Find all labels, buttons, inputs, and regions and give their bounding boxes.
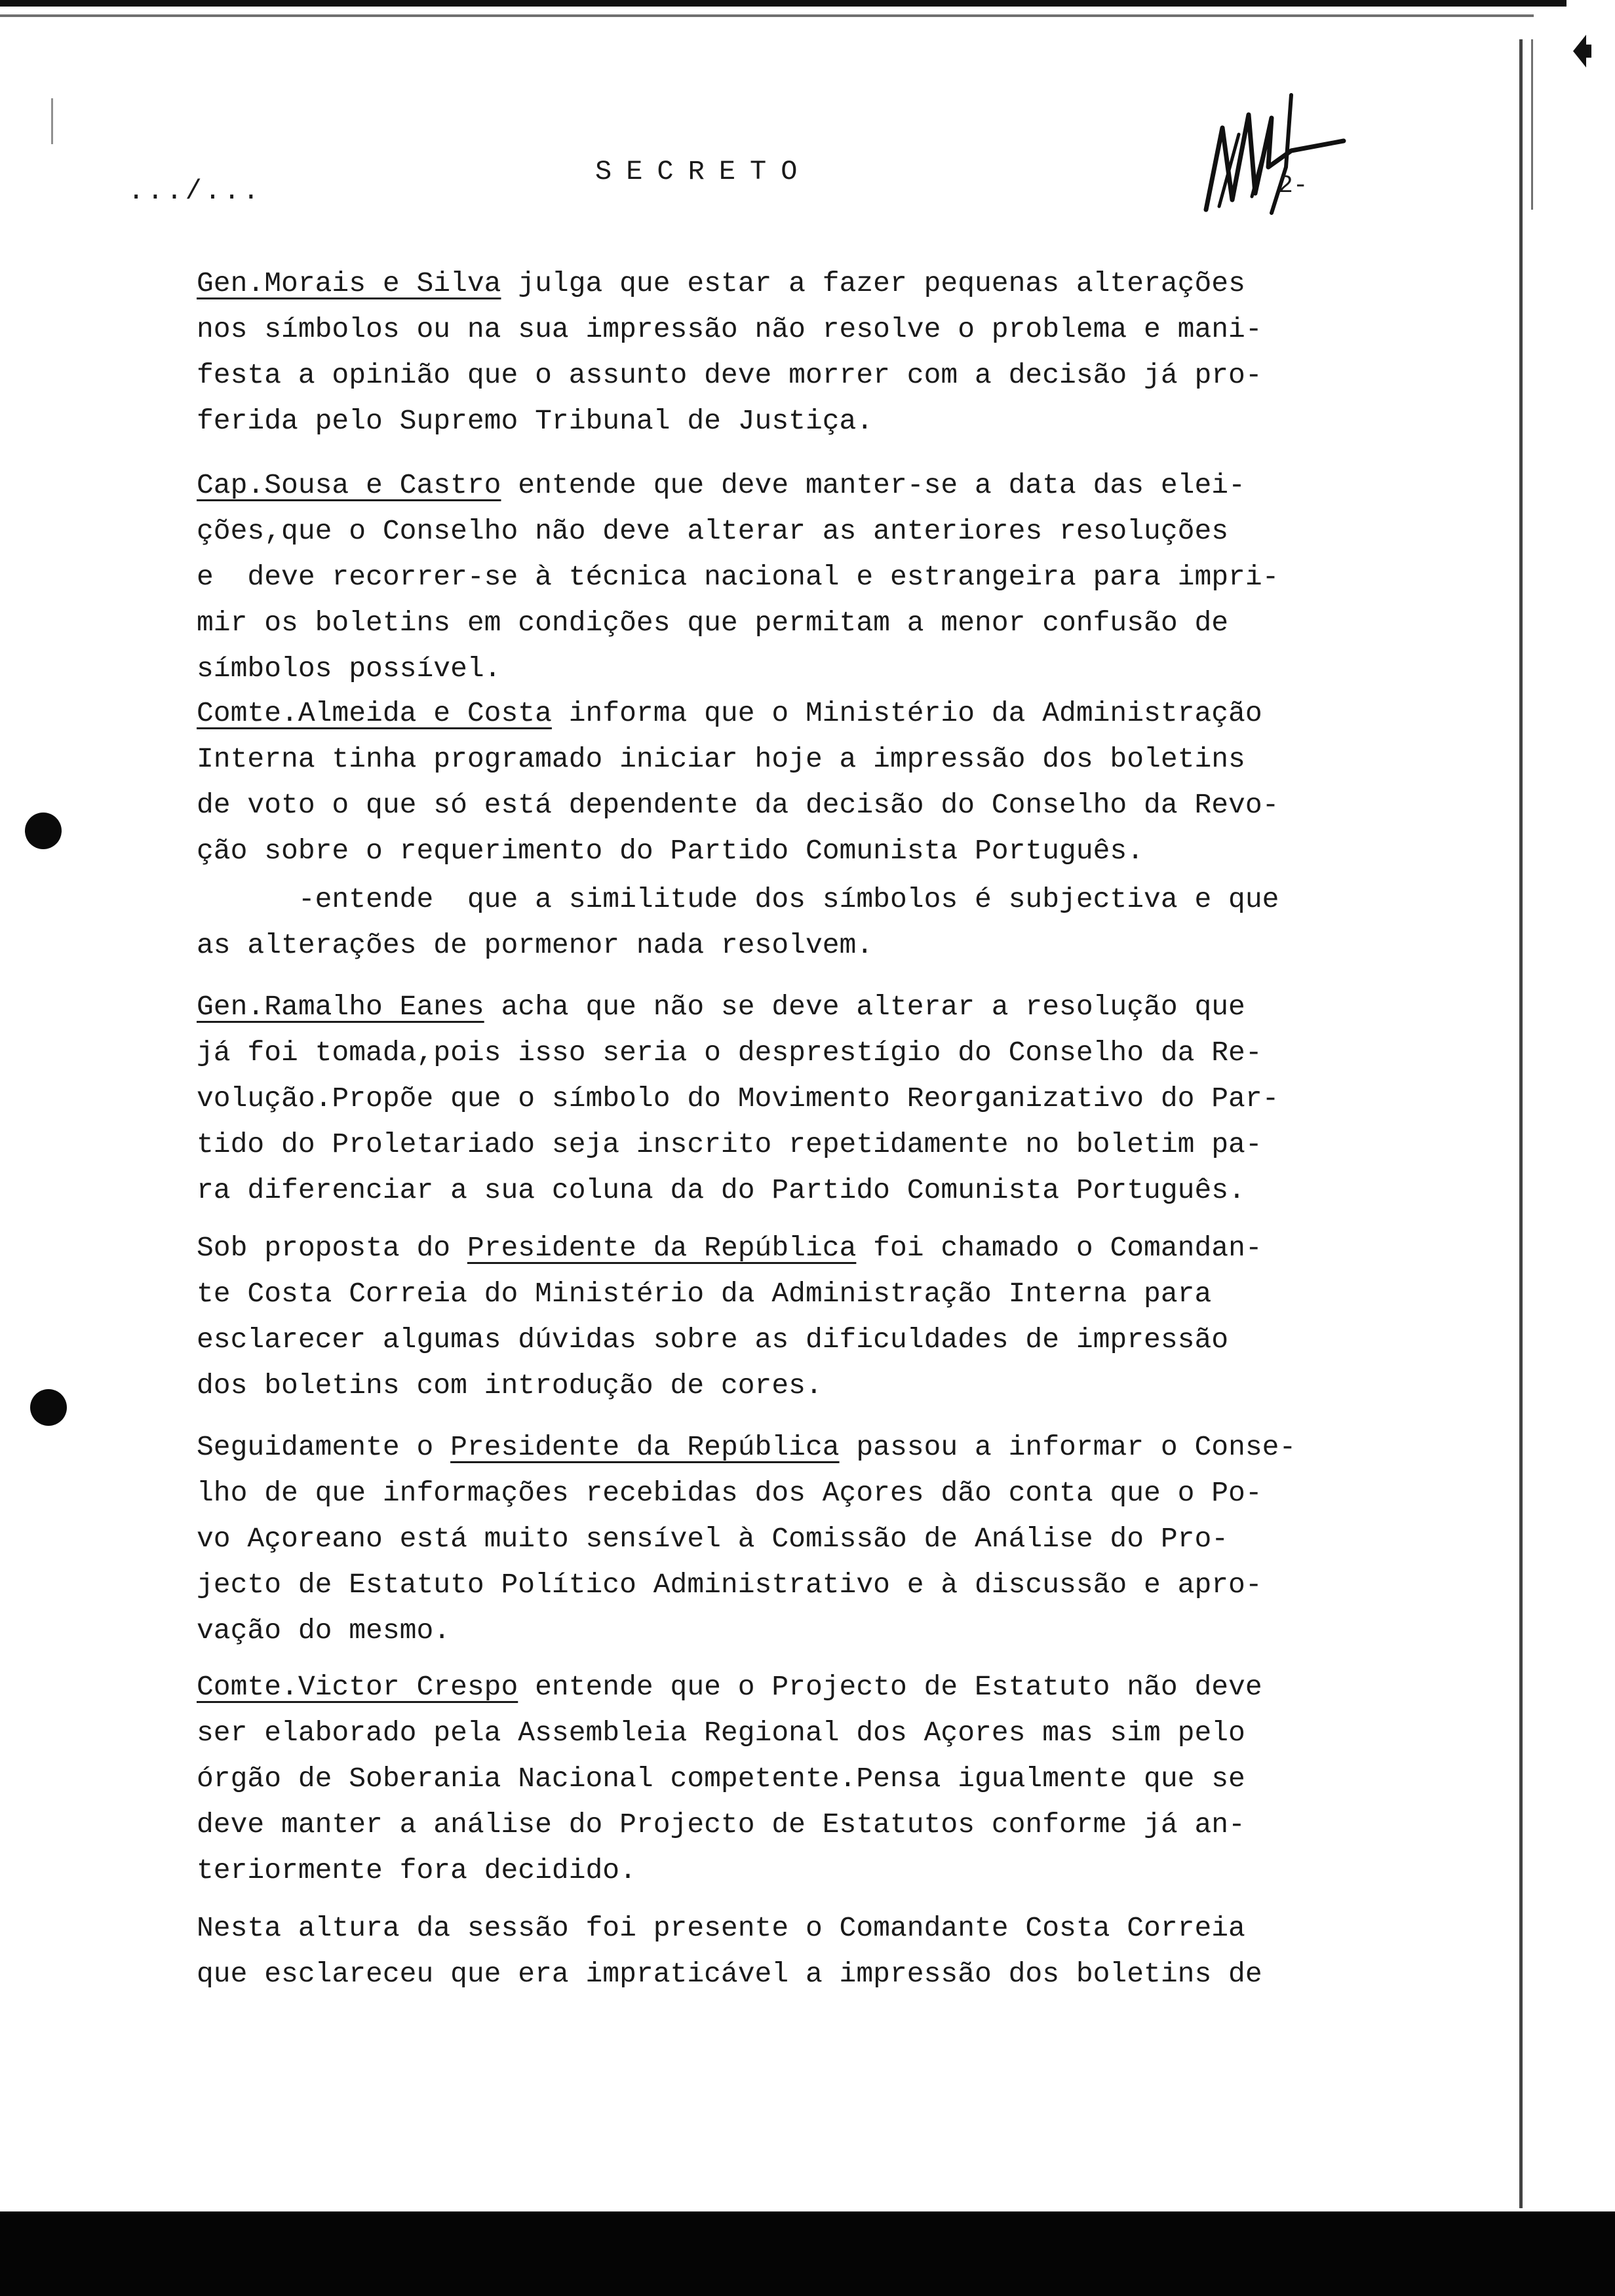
paragraph-text: passou a informar o Conse- lho de que informações recebidas dos Açores dão conta que o Po- vo Açoreano está muito sensível à Comissão de Análise do Pro- jecto de Estatuto Político Administrativo e à discussão e apro- vação do mesmo. xyxy=(197,1431,1296,1647)
page-number: 2- xyxy=(1278,172,1308,200)
classification-heading: SECRETO xyxy=(595,156,812,187)
paragraph-text: -entende que a similitude dos símbolos é subjectiva e que as alterações de pormenor nada resolvem. xyxy=(197,883,1279,961)
continuation-mark: .../... xyxy=(128,176,262,207)
scan-border-bottom xyxy=(0,2211,1615,2296)
paragraph-victor-crespo xyxy=(197,1664,1416,1894)
paragraph-text: entende que o Projecto de Estatuto não deve ser elaborado pela Assembleia Regional dos Açores mas sim pelo órgão de Soberania Nacional competente.Pensa igualmente que se deve manter a análise do Projecto de Estatutos conforme já an- teriormente fora decidido. xyxy=(197,1671,1262,1886)
paragraph-lead: Seguidamente o xyxy=(197,1431,451,1463)
paragraph-morais-e-silva xyxy=(197,261,1416,444)
paragraph-text: foi chamado o Comandan- te Costa Correia do Ministério da Administração Interna para esclarecer algumas dúvidas sobre as dificuldades de impressão dos boletins com introdução de cores. xyxy=(197,1232,1262,1402)
paragraph-sob-proposta xyxy=(197,1225,1416,1409)
speaker-name: Comte.Victor Crespo xyxy=(197,1671,518,1703)
paragraph-text: informa que o Ministério da Administração Interna tinha programado iniciar hoje a impressão dos boletins de voto o que só está dependente da decisão do Conselho da Revo- ção sobre o requerimento do Partido Comunista Português. xyxy=(197,697,1279,867)
paragraph-almeida-e-costa xyxy=(197,691,1416,874)
paragraph-lead: Sob proposta do xyxy=(197,1232,467,1264)
speaker-name: Cap.Sousa e Castro xyxy=(197,469,501,501)
paragraph-entende-continuation xyxy=(197,877,1416,968)
paragraph-sousa-e-castro xyxy=(197,463,1416,692)
president-reference: Presidente da República xyxy=(467,1232,857,1264)
president-reference: Presidente da República xyxy=(450,1431,840,1463)
speaker-name: Gen.Morais e Silva xyxy=(197,267,501,299)
paragraph-text: acha que não se deve alterar a resolução que já foi tomada,pois isso seria o desprestígio do Conselho da Re- volução.Propõe que o símbolo do Movimento Reorganizativo do Par- tido do Proletariado seja inscrito repetidamente no boletim pa- ra diferenciar a sua coluna da do Partido Comunista Português. xyxy=(197,991,1279,1206)
punch-hole-icon xyxy=(25,813,62,849)
scan-border-top-line xyxy=(0,14,1534,17)
speaker-name: Comte.Almeida e Costa xyxy=(197,697,552,729)
scan-border-top xyxy=(0,0,1566,7)
speaker-name: Gen.Ramalho Eanes xyxy=(197,991,484,1023)
scan-border-right-line xyxy=(1531,39,1533,210)
paragraph-text: Nesta altura da sessão foi presente o Comandante Costa Correia que esclareceu que era impraticável a impressão dos boletins de xyxy=(197,1912,1262,1990)
handwritten-initials-icon xyxy=(1193,88,1350,220)
paragraph-ramalho-eanes xyxy=(197,984,1416,1214)
corner-arrow-icon xyxy=(1566,31,1593,71)
punch-hole-icon xyxy=(30,1389,67,1426)
paragraph-seguidamente xyxy=(197,1425,1416,1654)
scan-mark-left xyxy=(51,98,53,144)
scan-border-right xyxy=(1519,39,1523,2208)
paragraph-text: julga que estar a fazer pequenas alterações nos símbolos ou na sua impressão não resolve o problema e mani- festa a opinião que o assunto deve morrer com a decisão já pro- ferida pelo Supremo Tribunal de Justiça. xyxy=(197,267,1262,437)
paragraph-nesta-altura xyxy=(197,1905,1416,1997)
paragraph-text: entende que deve manter-se a data das elei- ções,que o Conselho não deve alterar as anteriores resoluções e deve recorrer-se à técnica nacional e estrangeira para impri- mir os boletins em condições que permitam a menor confusão de símbolos possível. xyxy=(197,469,1279,685)
